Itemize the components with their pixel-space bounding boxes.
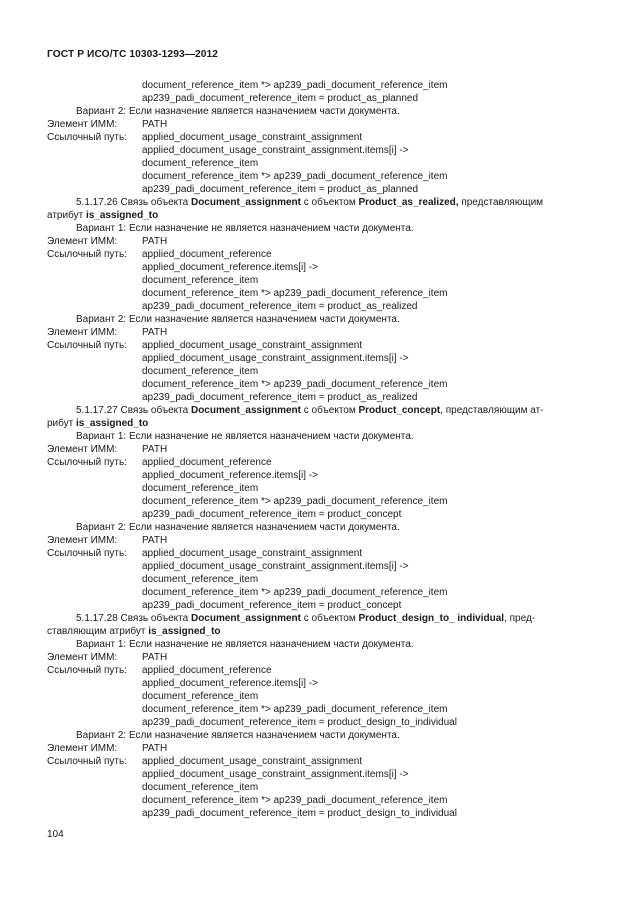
path-line: applied_document_reference xyxy=(142,665,272,676)
imm-row xyxy=(0,534,630,547)
section-heading-cont: ставляющим атрибут is_assigned_to xyxy=(47,626,221,637)
imm-label: Элемент ИММ: xyxy=(47,236,118,247)
imm-row xyxy=(0,235,630,248)
path-line: document_reference_item xyxy=(142,691,259,702)
section-heading: 5.1.17.28 Связь объекта Document_assignment с объектом Product_design_to_ individual, пред- xyxy=(76,613,536,624)
ref-path-label: Ссылочный путь: xyxy=(47,340,127,351)
section-heading-cont: атрибут is_assigned_to xyxy=(47,210,159,221)
path-line: document_reference_item xyxy=(142,483,259,494)
path-line: document_reference_item *> ap239_padi_document_reference_item xyxy=(142,496,448,507)
ref-path-row xyxy=(0,547,630,560)
ref-path-label: Ссылочный путь: xyxy=(47,249,127,260)
path-line: applied_document_usage_constraint_assignment xyxy=(142,340,363,351)
imm-row xyxy=(0,742,630,755)
path-line: document_reference_item *> ap239_padi_document_reference_item xyxy=(142,288,448,299)
path-line: applied_document_reference.items[i] -> xyxy=(142,678,318,689)
imm-row xyxy=(0,118,630,131)
path-line: document_reference_item *> ap239_padi_document_reference_item xyxy=(142,171,448,182)
path-line: applied_document_usage_constraint_assignment.items[i] -> xyxy=(142,353,409,364)
variant-line: Вариант 1: Если назначение не является назначением части документа. xyxy=(76,431,414,442)
path-line: document_reference_item xyxy=(142,782,259,793)
imm-row xyxy=(0,326,630,339)
path-line: applied_document_reference xyxy=(142,249,272,260)
path-line: document_reference_item *> ap239_padi_document_reference_item xyxy=(142,379,448,390)
section-heading: 5.1.17.27 Связь объекта Document_assignment с объектом Product_concept, представляющим ат- xyxy=(76,405,544,416)
page-number: 104 xyxy=(47,829,64,840)
imm-label: Элемент ИММ: xyxy=(47,119,118,130)
path-line: applied_document_reference xyxy=(142,457,272,468)
path-line: ap239_padi_document_reference_item = product_as_realized xyxy=(142,392,418,403)
ref-path-label: Ссылочный путь: xyxy=(47,756,127,767)
path-line: document_reference_item xyxy=(142,366,259,377)
ref-path-label: Ссылочный путь: xyxy=(47,548,127,559)
imm-label: Элемент ИММ: xyxy=(47,652,118,663)
ref-path-label: Ссылочный путь: xyxy=(47,457,127,468)
path-line: ap239_padi_document_reference_item = product_concept xyxy=(142,600,402,611)
page-header: ГОСТ Р ИСО/ТС 10303-1293—2012 xyxy=(47,49,219,60)
path-line: applied_document_usage_constraint_assignment.items[i] -> xyxy=(142,769,409,780)
section-heading: 5.1.17.26 Связь объекта Document_assignment с объектом Product_as_realized, представляющим xyxy=(76,197,544,208)
path-line: document_reference_item *> ap239_padi_document_reference_item xyxy=(142,80,448,91)
imm-value: PATH xyxy=(142,535,168,546)
ref-path-row xyxy=(0,248,630,261)
path-line: ap239_padi_document_reference_item = product_as_realized xyxy=(142,301,418,312)
imm-label: Элемент ИММ: xyxy=(47,535,118,546)
imm-value: PATH xyxy=(142,743,168,754)
path-line: document_reference_item xyxy=(142,275,259,286)
ref-path-label: Ссылочный путь: xyxy=(47,665,127,676)
variant-line: Вариант 2: Если назначение является назначением части документа. xyxy=(76,314,400,325)
path-line: applied_document_usage_constraint_assignment.items[i] -> xyxy=(142,561,409,572)
imm-value: PATH xyxy=(142,444,168,455)
path-line: applied_document_reference.items[i] -> xyxy=(142,470,318,481)
variant-line: Вариант 2: Если назначение является назначением части документа. xyxy=(76,522,400,533)
path-line: ap239_padi_document_reference_item = product_concept xyxy=(142,509,402,520)
imm-value: PATH xyxy=(142,236,168,247)
path-line: document_reference_item xyxy=(142,158,259,169)
ref-path-row xyxy=(0,339,630,352)
path-line: applied_document_usage_constraint_assignment.items[i] -> xyxy=(142,145,409,156)
section-heading-cont: рибут is_assigned_to xyxy=(47,418,149,429)
imm-row xyxy=(0,651,630,664)
ref-path-label: Ссылочный путь: xyxy=(47,132,127,143)
imm-label: Элемент ИММ: xyxy=(47,743,118,754)
path-line: document_reference_item *> ap239_padi_document_reference_item xyxy=(142,587,448,598)
path-line: document_reference_item *> ap239_padi_document_reference_item xyxy=(142,795,448,806)
path-line: document_reference_item *> ap239_padi_document_reference_item xyxy=(142,704,448,715)
path-line: applied_document_usage_constraint_assignment xyxy=(142,548,363,559)
imm-row xyxy=(0,443,630,456)
ref-path-row xyxy=(0,131,630,144)
path-line: applied_document_reference.items[i] -> xyxy=(142,262,318,273)
path-line: applied_document_usage_constraint_assignment xyxy=(142,756,363,767)
imm-value: PATH xyxy=(142,327,168,338)
path-line: document_reference_item xyxy=(142,574,259,585)
imm-label: Элемент ИММ: xyxy=(47,327,118,338)
path-line: applied_document_usage_constraint_assignment xyxy=(142,132,363,143)
imm-value: PATH xyxy=(142,652,168,663)
path-line: ap239_padi_document_reference_item = product_design_to_individual xyxy=(142,717,457,728)
ref-path-row xyxy=(0,456,630,469)
path-line: ap239_padi_document_reference_item = product_as_planned xyxy=(142,184,419,195)
page-content xyxy=(0,79,630,820)
variant-line: Вариант 2: Если назначение является назначением части документа. xyxy=(76,106,400,117)
variant-line: Вариант 2: Если назначение является назначением части документа. xyxy=(76,730,400,741)
variant-line: Вариант 1: Если назначение не является назначением части документа. xyxy=(76,639,414,650)
path-line: ap239_padi_document_reference_item = product_as_planned xyxy=(142,93,419,104)
ref-path-row xyxy=(0,664,630,677)
variant-line: Вариант 1: Если назначение не является назначением части документа. xyxy=(76,223,414,234)
imm-label: Элемент ИММ: xyxy=(47,444,118,455)
imm-value: PATH xyxy=(142,119,168,130)
ref-path-row xyxy=(0,755,630,768)
path-line: ap239_padi_document_reference_item = product_design_to_individual xyxy=(142,808,457,819)
